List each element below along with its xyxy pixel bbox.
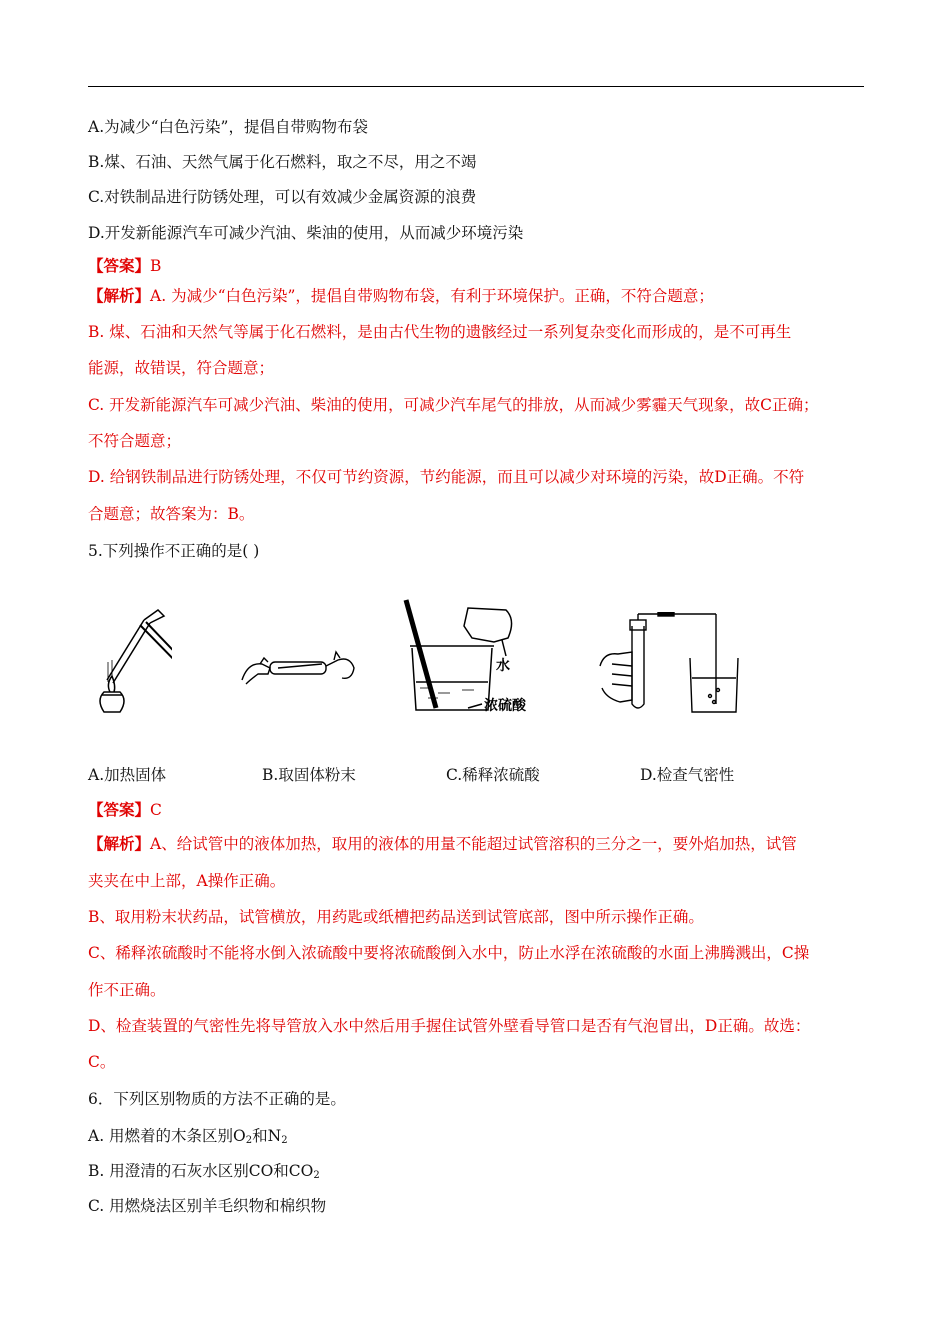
q5-question: 5.下列操作不正确的是( ) [88,542,260,560]
analysis-text: A. 为减少“白色污染”，提倡自带购物布袋，有利于环境保护。正确，不符合题意； [150,287,714,305]
q5-analysis-line-1 [88,834,797,854]
q4-analysis-line-5: 不符合题意； [88,432,182,450]
q6-option-c: C. 用燃烧法区别羊毛织物和棉织物 [88,1197,327,1215]
q4-analysis-line-6: D. 给钢铁制品进行防锈处理，不仅可节约资源，节约能源，而且可以减少对环境的污染，故D正确。不符 [88,468,805,486]
q4-analysis-line-4: C. 开发新能源汽车可减少汽油、柴油的使用，可减少汽车尾气的排放，从而减少雾霾天气现象，故C正确； [88,396,819,414]
caption-c: C.稀释浓硫酸 [446,766,540,784]
q6-option-a: A. 用燃着的木条区别$O_2$和$N_2$ [88,1127,288,1146]
q5-answer [88,800,162,820]
q6-option-b: B. 用澄清的石灰水区别CO和$CO_2$ [88,1162,320,1181]
q4-answer [88,256,161,276]
caption-d: D.检查气密性 [640,766,735,784]
acid-label: 浓硫酸 [484,698,526,714]
analysis-tag: 【解析】 [88,286,151,305]
q5-analysis-line-4: C、稀释浓硫酸时不能将水倒入浓硫酸中要将浓硫酸倒入水中，防止水浮在浓硫酸的水面上沸腾溅出，C操 [88,944,810,962]
q4-analysis-line-3: 能源，故错误，符合题意； [88,359,275,377]
figure-dilution [398,598,548,716]
q4-analysis-line-7: 合题意；故答案为：B。 [88,505,255,523]
caption-a: A.加热固体 [88,766,167,784]
answer-value: C [150,801,162,819]
header-rule [88,86,864,87]
q4-option-a: A.为减少“白色污染”，提倡自带购物布袋 [88,118,368,136]
caption-b: B.取固体粉末 [262,766,356,784]
answer-value: B [150,257,162,275]
q5-analysis-line-3: B、取用粉末状药品，试管横放，用药匙或纸槽把药品送到试管底部，图中所示操作正确。 [88,908,704,926]
water-label: 水 [496,658,510,674]
q5-analysis-line-2: 夹夹在中上部，A操作正确。 [88,872,286,890]
q5-analysis-line-6: D、检查装置的气密性先将导管放入水中然后用手握住试管外壁看导管口是否有气泡冒出，D正确。故选： [88,1017,811,1035]
q4-option-b: B.煤、石油、天然气属于化石燃料，取之不尽，用之不竭 [88,153,477,171]
figure-airtightness [598,612,748,716]
q5-analysis-line-5: 作不正确。 [88,981,166,999]
analysis-tag: 【解析】 [88,834,151,853]
q4-option-c: C.对铁制品进行防锈处理，可以有效减少金属资源的浪费 [88,188,477,206]
analysis-text: A、给试管中的液体加热，取用的液体的用量不能超过试管溶积的三分之一，要外焰加热，试管 [150,835,797,853]
q6-question: 6．下列区别物质的方法不正确的是。 [88,1090,346,1108]
q5-analysis-line-7: C。 [88,1053,116,1071]
q4-analysis-line-2: B. 煤、石油和天然气等属于化石燃料，是由古代生物的遗骸经过一系列复杂变化而形成的，是不可再生 [88,323,792,341]
answer-tag: 【答案】 [88,800,151,819]
q4-analysis-line-1 [88,286,714,306]
q4-option-d: D.开发新能源汽车可减少汽油、柴油的使用，从而减少环境污染 [88,224,524,242]
figure-powder [238,640,360,690]
answer-tag: 【答案】 [88,256,151,275]
figure-heating-solid [92,600,172,715]
